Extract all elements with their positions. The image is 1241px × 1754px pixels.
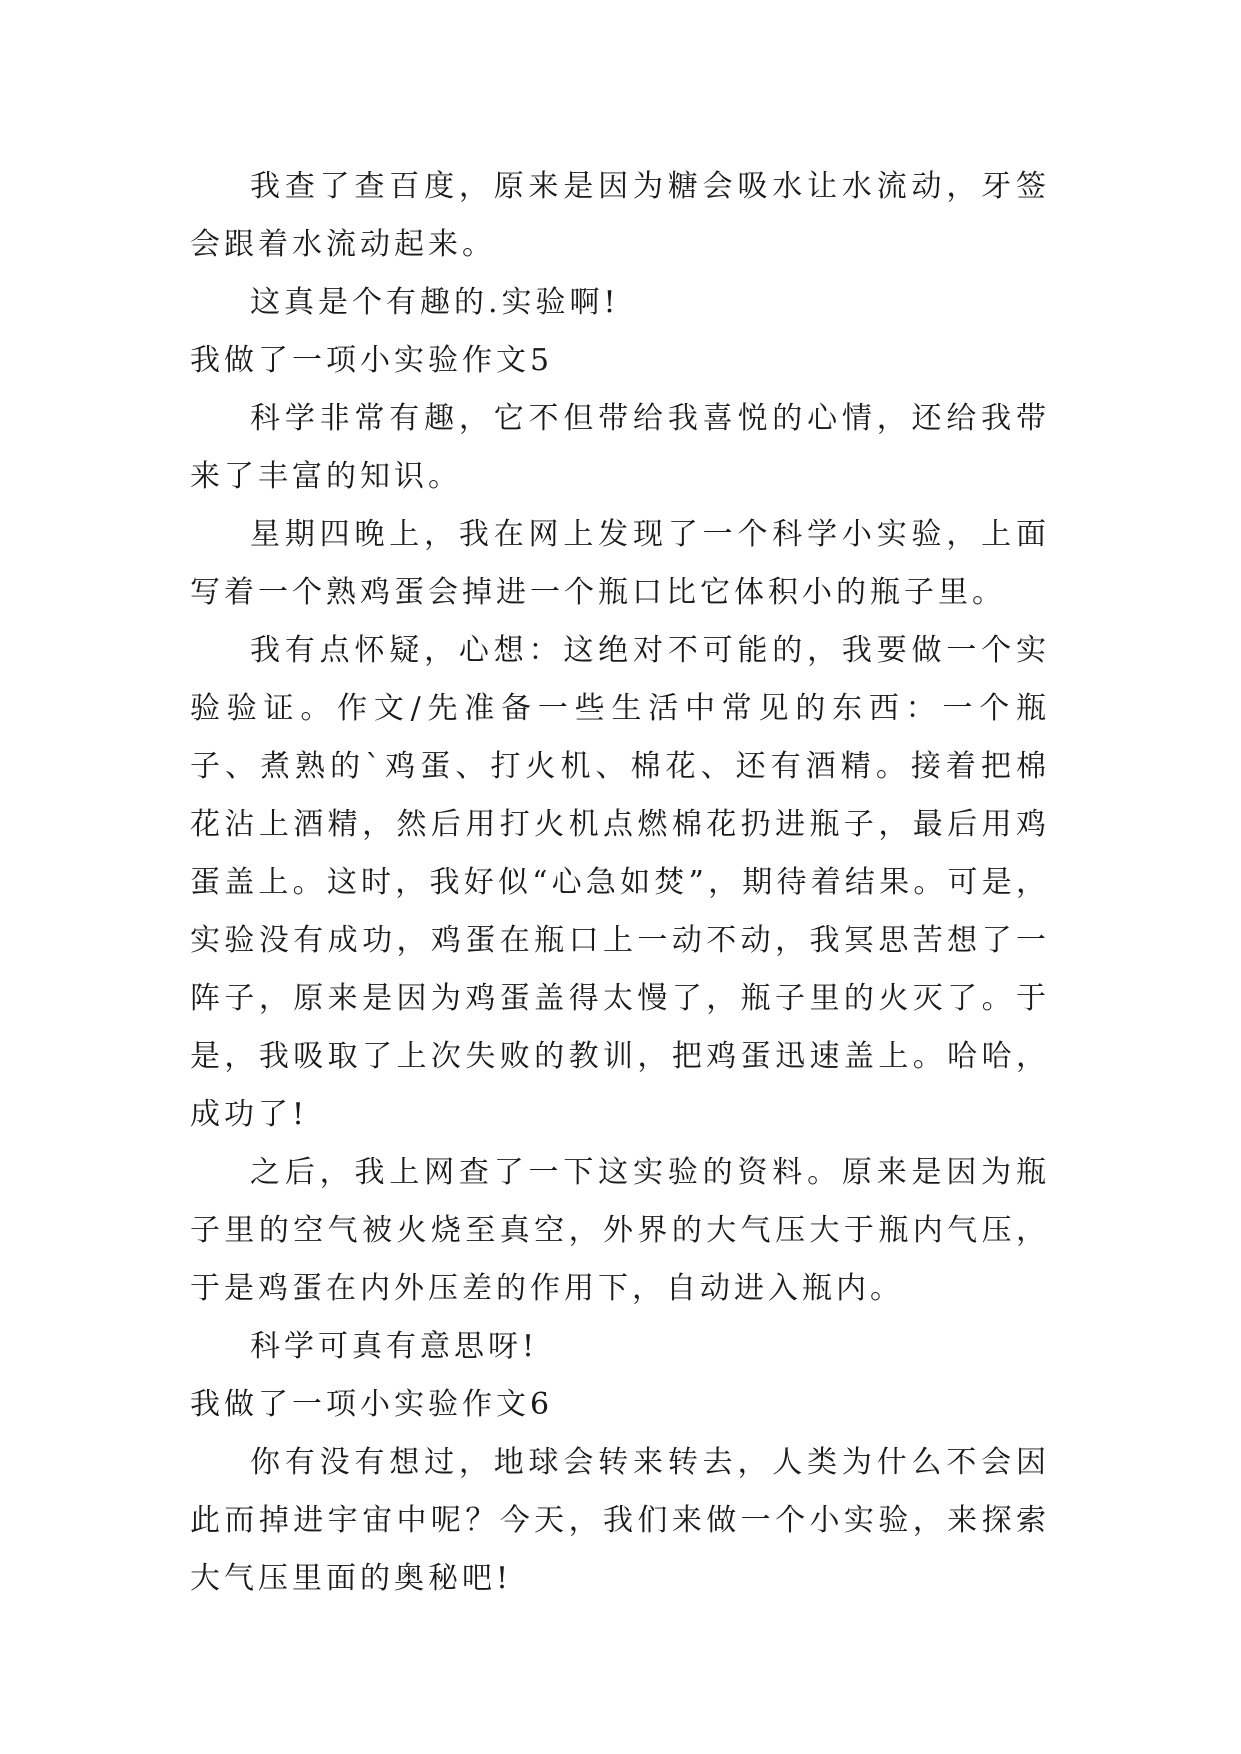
paragraph-science-fun: 科学可真有意思呀! bbox=[250, 1329, 539, 1364]
paragraph-sugar-explanation: 我查了查百度，原来是因为糖会吸水让水流动，牙签会跟着水流动起来。 bbox=[190, 169, 1050, 262]
paragraph-thursday-night: 星期四晚上，我在网上发现了一个科学小实验，上面写着一个熟鸡蛋会掉进一个瓶口比它体积小的瓶子里。 bbox=[190, 517, 1050, 610]
essay-heading-5: 我做了一项小实验作文5 bbox=[190, 343, 554, 378]
paragraph-interesting-experiment: 这真是个有趣的.实验啊! bbox=[250, 285, 620, 320]
paragraph-egg-experiment: 我有点怀疑，心想：这绝对不可能的，我要做一个实验验证。作文/先准备一些生活中常见的东西：一个瓶子、煮熟的`鸡蛋、打火机、棉花、还有酒精。接着把棉花沾上酒精，然后用打火机点燃棉花扔进瓶子，最后用鸡蛋盖上。这时，我好似“心急如焚”，期待着结果。可是，实验没有成功，鸡蛋在瓶口上一动不动，我冥思苦想了一阵子，原来是因为鸡蛋盖得太慢了，瓶子里的火灭了。于是，我吸取了上次失败的教训，把鸡蛋迅速盖上。哈哈，成功了! bbox=[190, 633, 1050, 1132]
document-body bbox=[190, 158, 1050, 1608]
paragraph-earth-rotation-question: 你有没有想过，地球会转来转去，人类为什么不会因此而掉进宇宙中呢？今天，我们来做一个小实验，来探索大气压里面的奥秘吧! bbox=[190, 1445, 1050, 1596]
paragraph-science-interesting: 科学非常有趣，它不但带给我喜悦的心情，还给我带来了丰富的知识。 bbox=[190, 401, 1050, 494]
essay-heading-6: 我做了一项小实验作文6 bbox=[190, 1387, 554, 1422]
paragraph-air-pressure-explanation: 之后，我上网查了一下这实验的资料。原来是因为瓶子里的空气被火烧至真空，外界的大气压大于瓶内气压，于是鸡蛋在内外压差的作用下，自动进入瓶内。 bbox=[190, 1155, 1050, 1306]
